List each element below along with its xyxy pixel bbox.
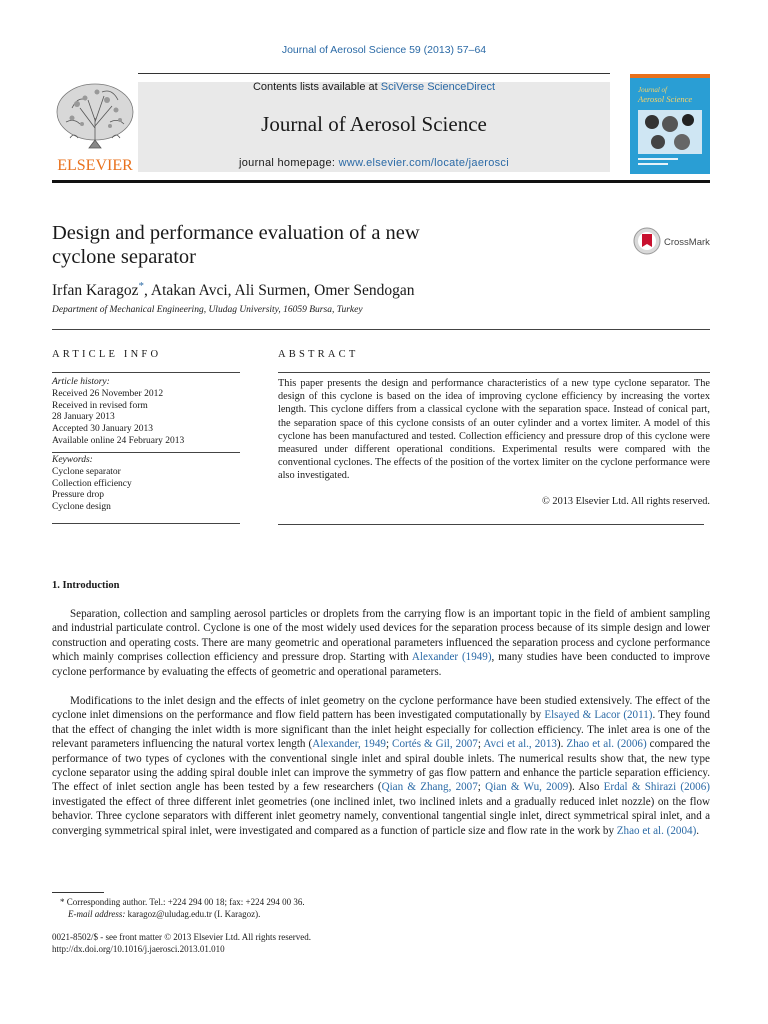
elsevier-logo[interactable] [52,78,138,174]
abstract-text: This paper presents the design and performance characteristics of a new type cyclone separator. The design of this cyclone is based on the idea of improving cyclone efficiency by increasing the vortex length. This cyclone differs from a classical cyclone with the separation space. Instead of conical part, the separation space of this cyclone consists of an outer cylinder and a vortex limiter. A model of this cyclone has been manufactured and tested. Collection efficiency and pressure drop of this cyclone were measured under different operational conditions. Experimental results were compared with the conventional cyclones. The effects of the position of the vortex limiter on the cyclone performance were also investigated. [278,378,710,482]
keyword-item: Collection efficiency [52,478,132,489]
keywords-label: Keywords: [52,455,93,465]
introduction-heading: 1. Introduction [52,580,120,591]
svg-text:Journal of: Journal of [638,86,667,94]
reference-link[interactable]: Cortés & Gil, 2007 [392,738,478,751]
reference-link[interactable]: Qian & Zhang, 2007 [381,781,478,794]
journal-citation[interactable]: Journal of Aerosol Science 59 (2013) 57–64 [281,44,487,56]
history-item: 28 January 2013 [52,412,115,423]
corresponding-author-footnote: * Corresponding author. Tel.: +224 294 00 18; fax: +224 294 00 36. [60,897,305,907]
history-item: Received in revised form [52,400,148,411]
article-info-rule-bottom [52,523,240,524]
footnote [60,896,305,920]
reference-link[interactable]: Zhao et al. (2006) [566,738,647,751]
homepage-prefix: journal homepage: [239,157,339,169]
reference-link[interactable]: Zhao et al. (2004) [616,824,697,837]
keywords [52,455,240,514]
keyword-item: Cyclone separator [52,466,121,477]
article-info-heading: ARTICLE INFO [52,349,162,360]
doi-link[interactable]: http://dx.doi.org/10.1016/j.jaerosci.2013.01.010 [52,944,225,954]
reference-link[interactable]: Avci et al., 2013 [483,738,557,751]
reference-link[interactable]: Alexander, 1949 [312,738,386,751]
issn-line: 0021-8502/$ - see front matter © 2013 Elsevier Ltd. All rights reserved. [52,932,312,942]
article-info-rule-mid [52,452,240,453]
sciencedirect-link[interactable]: SciVerse ScienceDirect [380,81,496,93]
reference-link[interactable]: Elsayed & Lacor (2011) [544,709,653,722]
email-address[interactable]: karagoz@uludag.edu.tr (I. Karagoz). [125,909,261,919]
keyword-item: Pressure drop [52,490,104,501]
corresponding-author-mark[interactable]: * [138,280,144,292]
history-item: Accepted 30 January 2013 [52,424,154,435]
abstract-heading: ABSTRACT [278,349,359,360]
paper-title-line-1: Design and performance evaluation of a new [52,222,420,244]
abstract-copyright: © 2013 Elsevier Ltd. All rights reserved. [542,496,710,507]
article-info-rule-top [52,372,240,373]
tree-icon [52,78,138,174]
affiliation: Department of Mechanical Engineering, Uludag University, 16059 Bursa, Turkey [52,305,363,315]
crossmark-badge[interactable] [632,226,714,256]
author-name[interactable]: Irfan Karagoz [52,282,139,300]
abstract-rule-top [278,372,710,373]
footnote-rule [52,892,104,893]
reference-link[interactable]: Qian & Wu, 2009 [485,781,569,794]
elsevier-wordmark: ELSEVIER [57,157,133,174]
journal-homepage-line [138,157,610,169]
homepage-link[interactable]: www.elsevier.com/locate/jaerosci [338,157,509,169]
paper-title [52,221,532,269]
coauthor-names: , Atakan Avci, Ali Surmen, Omer Sendogan [143,282,415,300]
reference-link[interactable]: Erdal & Shirazi (2006) [603,781,710,794]
header-top-rule [138,73,610,74]
journal-title: Journal of Aerosol Science [261,112,487,136]
reference-link[interactable]: Alexander (1949) [411,651,492,664]
keyword-item: Cyclone design [52,502,111,513]
title-block-rule [52,329,710,330]
svg-text:Aerosol Science: Aerosol Science [638,94,693,104]
article-history [52,377,240,448]
abstract-rule-bottom [278,524,704,525]
paper-title-line-2: cyclone separator [52,246,196,268]
contents-prefix: Contents lists available at [252,81,381,93]
publication-info [52,931,311,955]
journal-cover-image[interactable] [630,74,710,174]
contents-line [138,81,610,93]
introduction-paragraph-2: Modifications to the inlet design and the effects of inlet geometry on the cyclone performance have been studied extensively. The effect of the cyclone inlet dimensions on the performance and flow field pattern has been investigated computationally by Elsayed & Lacor (2011). They found that the effect of changing the inlet width is more significant than the inlet height especially for collection efficiency. The inlet area is one of the relevant parameters influencing the natural vortex length (Alexander, 1949; Cortés & Gil, 2007; Avci et al., 2013). Zhao et al. (2006) compared the performance of two types of cyclones with the conventional single inlet and spiral double inlets. The numerical results show that, the new type cyclone separator using the adding spiral double inlet can improve the symmetry of gas flow pattern and enhance the particle separation efficiency. The effect of inlet section angle has been tested by a few researchers (Qian & Zhang, 2007; Qian & Wu, 2009). Also Erdal & Shirazi (2006) investigated the effect of three different inlet geometries (one inclined inlet, two inclined inlets and a gradually reduced inlet nozzle) on the flow behavior. Three cyclone separators with different inlet geometry namely, conventional tangential single inlet, direct symmetrical spiral inlet, and a converging symmetrical spiral inlet, were investigated and compared as a function of particle size and flow rate in the work by Zhao et al. (2004). [52,695,710,837]
introduction-paragraph-1: Separation, collection and sampling aerosol particles or droplets from the carrying flow is an important topic in the field of ambient sampling and industrial particulate control. Cyclone is one of the most widely used devices for the separation process because of its simple design and lower construction and operating costs. There are many geometric and operational parameters influenced the separation process and cyclone performance which mainly comprises collection efficiency and pressure drop. Starting with Alexander (1949), many studies have been conducted to improve cyclone performance by evaluating the effects of geometric and operational parameters. [52,608,710,678]
author-list [52,280,414,300]
article-history-label: Article history: [52,377,110,387]
email-footnote [60,908,305,920]
email-label: E-mail address: [68,909,126,919]
history-item: Available online 24 February 2013 [52,435,185,446]
crossmark-label: CrossMark [664,237,710,248]
history-item: Received 26 November 2012 [52,388,164,399]
header-thick-rule [52,180,710,183]
